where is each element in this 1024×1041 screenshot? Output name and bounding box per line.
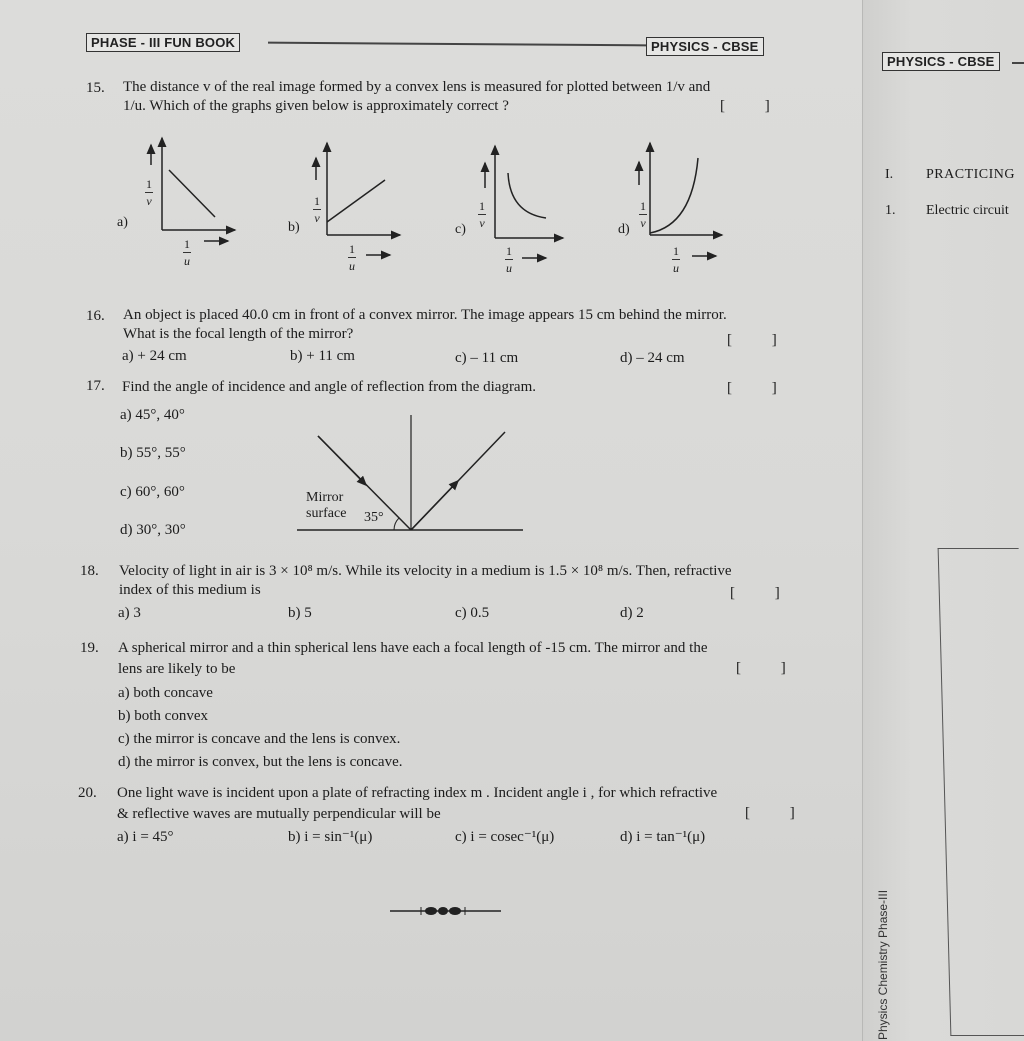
y-axis-label: 1 v bbox=[314, 194, 320, 225]
y-axis-label: 1 v bbox=[479, 199, 485, 230]
answer-bracket[interactable]: [ ] bbox=[727, 380, 795, 396]
graph-d-icon bbox=[630, 140, 730, 250]
option-c[interactable]: c) – 11 cm bbox=[455, 350, 519, 366]
question-line: One light wave is incident upon a plate of refracting index m . Incident angle i , for which refractive bbox=[117, 785, 718, 801]
question-line: lens are likely to be bbox=[118, 661, 236, 677]
option-label: c) bbox=[455, 222, 466, 237]
option-b[interactable]: b) 55°, 55° bbox=[120, 445, 186, 461]
option-a[interactable]: a) 45°, 40° bbox=[120, 407, 185, 423]
option-b[interactable]: b) both convex bbox=[118, 708, 208, 724]
answer-bracket[interactable]: [ ] bbox=[720, 98, 788, 114]
option-d[interactable]: d) – 24 cm bbox=[620, 350, 685, 366]
option-d[interactable]: d) 30°, 30° bbox=[120, 522, 186, 538]
option-b[interactable]: b) 5 bbox=[288, 605, 312, 621]
answer-bracket[interactable]: [ ] bbox=[736, 660, 804, 676]
question-text bbox=[119, 562, 809, 600]
question-line: & reflective waves are mutually perpendicular will be bbox=[117, 806, 441, 822]
x-axis-label: 1 u bbox=[349, 242, 355, 273]
mirror-surface-label: Mirror surface bbox=[306, 490, 347, 521]
answer-bracket[interactable]: [ ] bbox=[745, 805, 813, 821]
option-c[interactable]: c) 0.5 bbox=[455, 605, 490, 621]
x-axis-label: 1 u bbox=[506, 244, 512, 275]
question-number: 16. bbox=[86, 308, 105, 324]
option-label: d) bbox=[618, 222, 630, 237]
question-text bbox=[118, 638, 808, 680]
question-number: 15. bbox=[86, 80, 105, 96]
y-axis-label: 1 v bbox=[146, 177, 152, 208]
arrow-right-icon bbox=[202, 236, 232, 246]
option-d[interactable]: d) i = tan⁻¹(μ) bbox=[620, 829, 706, 845]
subject-badge: PHYSICS - CBSE bbox=[646, 37, 764, 56]
question-line: What is the focal length of the mirror? bbox=[123, 326, 354, 342]
option-c[interactable]: c) i = cosec⁻¹(μ) bbox=[455, 829, 555, 845]
x-axis-label: 1 u bbox=[673, 244, 679, 275]
question-number: 20. bbox=[78, 785, 97, 801]
option-a[interactable]: a) i = 45° bbox=[117, 829, 174, 845]
question-text bbox=[123, 306, 803, 344]
question-text: Find the angle of incidence and angle of reflection from the diagram. bbox=[122, 379, 537, 395]
section-title: PRACTICING bbox=[926, 167, 1016, 182]
item-title: Electric circuit bbox=[926, 203, 1009, 218]
vertical-footer: Physics Chemistry Phase-III bbox=[876, 889, 890, 1040]
question-line: An object is placed 40.0 cm in front of a convex mirror. The image appears 15 cm behind the mirror. bbox=[123, 307, 727, 323]
option-b[interactable]: b) + 11 cm bbox=[290, 348, 355, 364]
question-line: Velocity of light in air is 3 × 10⁸ m/s. While its velocity in a medium is 1.5 × 10⁸ m/s. Then, refractive bbox=[119, 563, 732, 579]
option-a[interactable]: a) + 24 cm bbox=[122, 348, 187, 364]
graph-c-icon bbox=[468, 143, 568, 253]
option-d[interactable]: d) 2 bbox=[620, 605, 644, 621]
y-axis-label: 1 v bbox=[640, 199, 646, 230]
option-c[interactable]: c) 60°, 60° bbox=[120, 484, 185, 500]
question-line: 1/u. Which of the graphs given below is approximately correct ? bbox=[123, 98, 509, 114]
question-line: A spherical mirror and a thin spherical lens have each a focal length of -15 cm. The mirror and the bbox=[118, 640, 708, 656]
question-number: 19. bbox=[80, 640, 99, 656]
ornament-divider-icon bbox=[388, 904, 503, 918]
answer-bracket[interactable]: [ ] bbox=[727, 332, 795, 348]
question-text bbox=[117, 783, 817, 825]
content-frame bbox=[938, 548, 1024, 1036]
option-d[interactable]: d) the mirror is convex, but the lens is concave. bbox=[118, 754, 403, 770]
right-header-rule bbox=[1012, 62, 1024, 64]
option-a[interactable]: a) 3 bbox=[118, 605, 141, 621]
book-title-badge: PHASE - III FUN BOOK bbox=[86, 33, 240, 52]
question-line: The distance v of the real image formed by a convex lens is measured for plotted between 1/v and bbox=[123, 79, 711, 95]
item-number: 1. bbox=[885, 203, 896, 218]
option-a[interactable]: a) both concave bbox=[118, 685, 213, 701]
question-text bbox=[123, 78, 803, 116]
option-label: b) bbox=[288, 220, 300, 235]
arrow-right-icon bbox=[364, 250, 394, 260]
question-number: 17. bbox=[86, 378, 105, 394]
right-subject-badge: PHYSICS - CBSE bbox=[882, 52, 1000, 71]
question-line: index of this medium is bbox=[119, 582, 261, 598]
angle-label: 35° bbox=[364, 510, 384, 525]
section-number: I. bbox=[885, 167, 894, 182]
question-number: 18. bbox=[80, 563, 99, 579]
answer-bracket[interactable]: [ ] bbox=[730, 585, 798, 601]
option-b[interactable]: b) i = sin⁻¹(μ) bbox=[288, 829, 373, 845]
arrow-right-icon bbox=[690, 251, 720, 261]
option-label: a) bbox=[117, 215, 128, 230]
arrow-right-icon bbox=[520, 253, 550, 263]
x-axis-label: 1 u bbox=[184, 237, 190, 268]
option-c[interactable]: c) the mirror is concave and the lens is convex. bbox=[118, 731, 401, 747]
